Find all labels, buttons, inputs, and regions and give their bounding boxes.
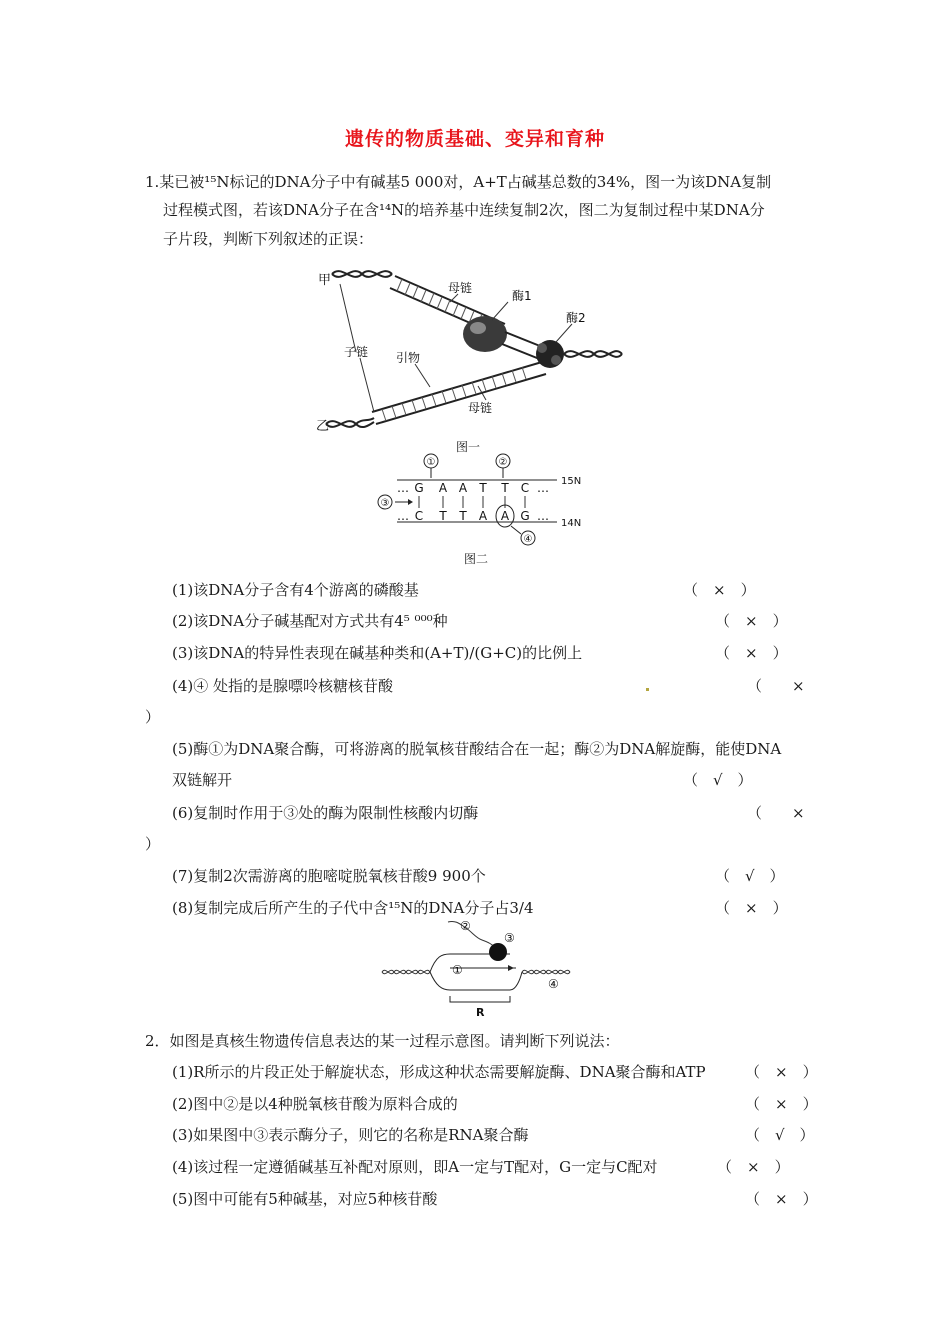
strand-top-label: 15N (561, 476, 582, 487)
parent-helix-top (332, 271, 392, 277)
bottom-base-0: … (397, 509, 409, 523)
q1-item-5-text: (5)酶①为DNA聚合酶，可将游离的脱氧核苷酸结合在一起；酶②为DNA解旋酶，能使DNA (172, 740, 782, 758)
q1-item-8-mark: （ × ） (715, 899, 788, 917)
top-base-5: T (501, 481, 509, 495)
fig3-label-1: ① (452, 963, 463, 977)
q1-item-6-text: (6)复制时作用于③处的酶为限制性核酸内切酶 (172, 804, 479, 822)
dna-left-helix (382, 970, 430, 973)
q1-item-4-text: (4)④ 处指的是腺嘌呤核糖核苷酸 (172, 677, 394, 695)
template-strand-bottom (430, 972, 522, 990)
q1-item-5-text-2: 双链解开 (172, 771, 233, 789)
q1-item-1-text: (1)该DNA分子含有4个游离的磷酸基 (172, 581, 419, 599)
dna-fragment-figure (375, 452, 585, 548)
marker-3: ③ (380, 498, 390, 509)
q1-item-3-mark: （ × ） (715, 644, 788, 662)
label-jia: 甲 (318, 273, 332, 288)
q1-item-7-text: (7)复制2次需游离的胞嘧啶脱氧核苷酸9 900个 (172, 867, 486, 885)
figure-1-caption: 图一 (456, 440, 481, 454)
fig3-label-r: R (476, 1006, 485, 1019)
q1-item-6-tail: ） (145, 835, 161, 853)
q1-item-1-mark: （ × ） (683, 581, 756, 599)
q2-item-5-text: (5)图中可能有5种碱基，对应5种核苷酸 (172, 1190, 438, 1208)
marker-4: ④ (523, 534, 533, 545)
fig3-label-3: ③ (504, 931, 515, 945)
q2-item-3-mark: （ √ ） (745, 1126, 815, 1144)
label-zilian: 子链 (344, 345, 369, 359)
parent-helix-right (564, 351, 622, 357)
label-mulian-top: 母链 (448, 281, 473, 295)
q1-item-8-text: (8)复制完成后所产生的子代中含¹⁵N的DNA分子占3/4 (172, 899, 534, 917)
rna-strand (448, 921, 498, 950)
q1-item-4-tail: ） (145, 708, 161, 726)
label-mulian-bottom: 母链 (468, 401, 493, 415)
q1-stem-line-3: 子片段，判断下列叙述的正误： (163, 230, 374, 248)
top-base-6: C (520, 481, 530, 495)
q2-item-4-mark: （ × ） (717, 1158, 790, 1176)
strand-bottom-label: 14N (561, 518, 582, 529)
enzyme-2-shape (536, 340, 564, 368)
q1-item-2-mark: （ × ） (715, 612, 788, 630)
lower-ladder (372, 362, 546, 424)
top-base-2: A (438, 481, 448, 495)
rna-polymerase (489, 943, 507, 961)
q1-stem-line-2: 过程模式图，若该DNA分子在含¹⁴N的培养基中连续复制2次，图二为复制过程中某DNA分 (163, 201, 765, 219)
q1-item-5-mark: （ √ ） (683, 771, 753, 789)
label-yi: 乙 (316, 419, 330, 434)
q2-item-3-text: (3)如果图中③表示酶分子，则它的名称是RNA聚合酶 (172, 1126, 529, 1144)
transcription-figure (380, 916, 580, 1020)
figure-2-caption: 图二 (464, 552, 489, 566)
label-enzyme-1: 酶1 (512, 289, 532, 303)
q1-item-6-mark: （ × (747, 804, 805, 822)
fig3-label-4: ④ (548, 977, 559, 991)
bottom-base-7: … (537, 509, 549, 523)
page-title: 遗传的物质基础、变异和育种 (344, 128, 605, 150)
q2-item-5-mark: （ × ） (745, 1190, 818, 1208)
q2-item-2-mark: （ × ） (745, 1095, 818, 1113)
r-bracket (450, 996, 510, 1002)
q1-item-7-mark: （ √ ） (715, 867, 785, 885)
label-enzyme-2: 酶2 (566, 311, 586, 325)
parent-helix-bottom (326, 418, 374, 427)
dna-right-helix (522, 970, 570, 973)
q2-item-4-text: (4)该过程一定遵循碱基互补配对原则，即A一定与T配对，G一定与C配对 (172, 1158, 658, 1176)
bottom-base-2: T (439, 509, 447, 523)
label-yinwu: 引物 (396, 351, 421, 365)
marker-2: ② (498, 457, 508, 468)
bottom-base-4: A (478, 509, 488, 523)
marker-1: ① (426, 457, 436, 468)
q2-item-2-text: (2)图中②是以4种脱氧核苷酸为原料合成的 (172, 1095, 458, 1113)
enzyme-1-shape (463, 316, 507, 352)
bottom-base-6: G (520, 509, 530, 523)
top-base-1: G (414, 481, 424, 495)
bottom-base-5: A (500, 509, 510, 523)
bottom-base-3: T (459, 509, 467, 523)
stray-dot (646, 688, 649, 691)
q1-item-2-text: (2)该DNA分子碱基配对方式共有4⁵ ⁰⁰⁰种 (172, 612, 448, 630)
top-base-3: A (458, 481, 468, 495)
q2-stem: 2．如图是真核生物遗传信息表达的某一过程示意图。请判断下列说法： (145, 1032, 620, 1050)
top-base-7: … (537, 481, 549, 495)
bottom-base-1: C (414, 509, 424, 523)
dna-replication-figure (310, 262, 630, 442)
q1-item-4-mark: （ × (747, 677, 805, 695)
top-base-0: … (397, 481, 409, 495)
q1-item-3-text: (3)该DNA的特异性表现在碱基种类和(A+T)/(G+C)的比例上 (172, 644, 583, 662)
q1-stem-line-1: 1.某已被¹⁵N标记的DNA分子中有碱基5 000对，A+T占碱基总数的34%，图一为该DNA复制 (145, 173, 772, 191)
q2-item-1-text: (1)R所示的片段正处于解旋状态，形成这种状态需要解旋酶、DNA聚合酶和ATP (172, 1063, 706, 1081)
q2-item-1-mark: （ × ） (745, 1063, 818, 1081)
fig3-label-2: ② (460, 919, 471, 933)
top-base-4: T (479, 481, 487, 495)
